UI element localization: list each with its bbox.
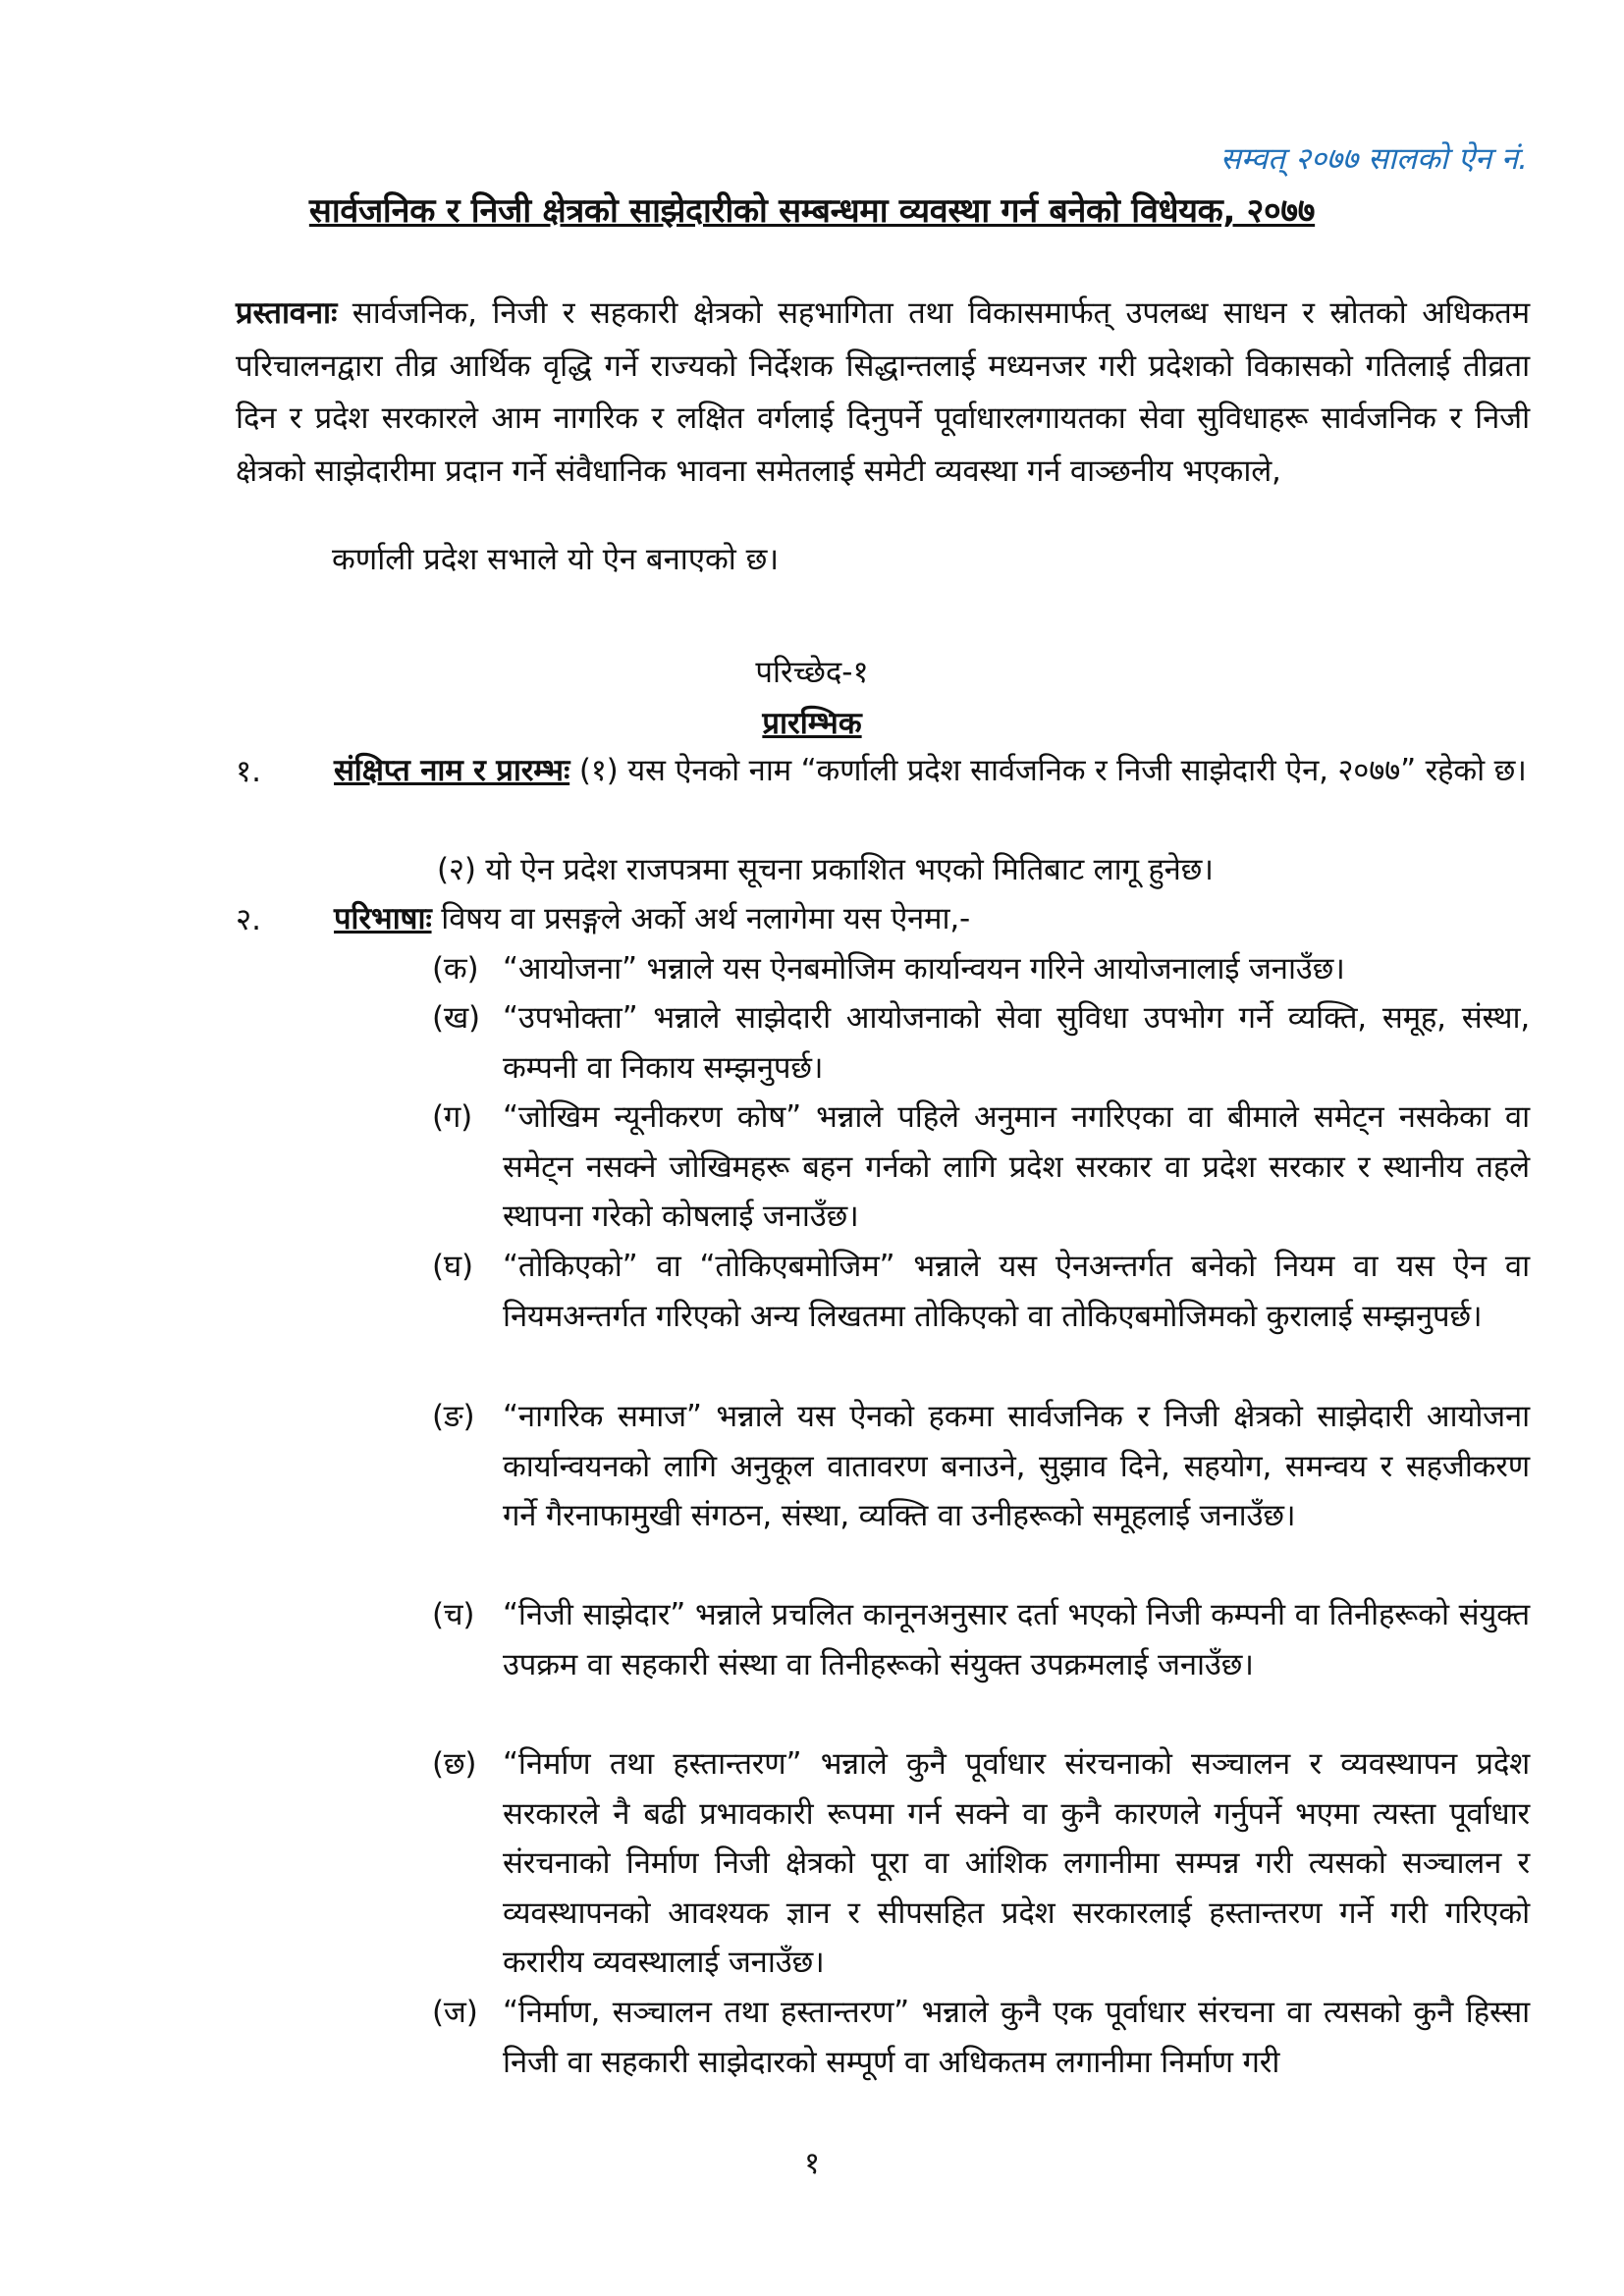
preamble-label: प्रस्तावनाः bbox=[236, 295, 338, 331]
definition-text: “तोकिएको” वा “तोकिएबमोजिम” भन्नाले यस ऐनअन्तर्गत बनेको नियम वा यस ऐन वा नियमअन्तर्गत गरिएको अन्य लिखतमा तोकिएको वा तोकिएबमोजिमको कुरालाई सम्झनुपर्छ। bbox=[503, 1249, 1530, 1334]
definition-label: (ख) bbox=[432, 1000, 480, 1036]
definition-text: “निर्माण, सञ्चालन तथा हस्तान्तरण” भन्नाले कुनै एक पूर्वाधार संरचना वा त्यसको कुनै हिस्सा निजी वा सहकारी साझेदारको सम्पूर्ण वा अधिकतम लगानीमा निर्माण गरी bbox=[503, 1995, 1530, 2080]
definition-item bbox=[432, 1590, 1530, 1689]
chapter-number: परिच्छेद-१ bbox=[755, 655, 869, 690]
act-number-header: सम्वत् २०७७ सालको ऐन नं. bbox=[1219, 141, 1528, 177]
definition-item bbox=[432, 1392, 1530, 1541]
definition-label: (ज) bbox=[432, 1995, 478, 2030]
section-2-number: २. bbox=[236, 902, 261, 937]
definition-item bbox=[432, 1242, 1530, 1341]
section-2-text: विषय वा प्रसङ्गले अर्को अर्थ नलागेमा यस ऐनमा,- bbox=[431, 901, 971, 936]
section-1-heading: संक्षिप्त नाम र प्रारम्भः bbox=[334, 753, 570, 788]
definition-label: (घ) bbox=[432, 1249, 473, 1284]
definition-item bbox=[432, 993, 1530, 1093]
preamble-paragraph bbox=[236, 288, 1530, 498]
section-1 bbox=[334, 746, 1530, 795]
definition-label: (च) bbox=[432, 1597, 475, 1632]
definition-item bbox=[432, 1093, 1530, 1242]
definition-item bbox=[432, 1988, 1530, 2087]
definition-item bbox=[432, 1739, 1530, 1988]
definition-label: (ग) bbox=[432, 1099, 473, 1135]
definition-text: “निजी साझेदार” भन्नाले प्रचलित कानूनअनुसार दर्ता भएको निजी कम्पनी वा तिनीहरूको संयुक्त उपक्रम वा सहकारी संस्था वा तिनीहरूको संयुक्त उपक्रमलाई जनाउँछ। bbox=[503, 1597, 1530, 1682]
enactment-clause: कर्णाली प्रदेश सभाले यो ऐन बनाएको छ। bbox=[332, 542, 780, 577]
definition-text: “उपभोक्ता” भन्नाले साझेदारी आयोजनाको सेवा सुविधा उपभोग गर्ने व्यक्ति, समूह, संस्था, कम्पनी वा निकाय सम्झनुपर्छ। bbox=[503, 1000, 1530, 1086]
page-number: १ bbox=[803, 2146, 821, 2181]
definition-text: “जोखिम न्यूनीकरण कोष” भन्नाले पहिले अनुमान नगरिएका वा बीमाले समेट्न नसकेका वा समेट्न नसक्ने जोखिमहरू बहन गर्नको लागि प्रदेश सरकार वा प्रदेश सरकार र स्थानीय तहले स्थापना गरेको कोषलाई जनाउँछ। bbox=[503, 1099, 1530, 1234]
definition-text: “निर्माण तथा हस्तान्तरण” भन्नाले कुनै पूर्वाधार संरचनाको सञ्चालन र व्यवस्थापन प्रदेश सरकारले नै बढी प्रभावकारी रूपमा गर्न सक्ने वा कुनै कारणले गर्नुपर्ने भएमा त्यस्ता पूर्वाधार संरचनाको निर्माण निजी क्षेत्रको पूरा वा आंशिक लगानीमा सम्पन्न गरी त्यसको सञ्चालन र व्यवस्थापनको आवश्यक ज्ञान र सीपसहित प्रदेश सरकारलाई हस्तान्तरण गर्ने गरी गरिएको करारीय व्यवस्थालाई जनाउँछ। bbox=[503, 1746, 1530, 1980]
section-2 bbox=[334, 894, 1530, 943]
section-1-number: १. bbox=[236, 754, 261, 789]
chapter-title: प्रारम्भिक bbox=[762, 706, 862, 741]
definition-label: (छ) bbox=[432, 1746, 477, 1782]
definition-text: “आयोजना” भन्नाले यस ऐनबमोजिम कार्यान्वयन गरिने आयोजनालाई जनाउँछ। bbox=[503, 951, 1345, 987]
definition-label: (ङ) bbox=[432, 1399, 475, 1434]
section-2-heading: परिभाषाः bbox=[334, 901, 432, 936]
definition-text: “नागरिक समाज” भन्नाले यस ऐनको हकमा सार्वजनिक र निजी क्षेत्रको साझेदारी आयोजना कार्यान्वयनको लागि अनुकूल वातावरण बनाउने, सुझाव दिने, सहयोग, समन्वय र सहजीकरण गर्ने गैरनाफामुखी संगठन, संस्था, व्यक्ति वा उनीहरूको समूहलाई जनाउँछ। bbox=[503, 1399, 1530, 1533]
preamble-text: सार्वजनिक, निजी र सहकारी क्षेत्रको सहभागिता तथा विकासमार्फत् उपलब्ध साधन र स्रोतको अधिकतम परिचालनद्वारा तीव्र आर्थिक वृद्धि गर्ने राज्यको निर्देशक सिद्धान्तलाई मध्यनजर गरी प्रदेशको विकासको गतिलाई तीव्रता दिन र प्रदेश सरकारले आम नागरिक र लक्षित वर्गलाई दिनुपर्ने पूर्वाधारलगायतका सेवा सुविधाहरू सार्वजनिक र निजी क्षेत्रको साझेदारीमा प्रदान गर्ने संवैधानिक भावना समेतलाई समेटी व्यवस्था गर्न वाञ्छनीय भएकाले, bbox=[236, 295, 1530, 489]
definition-label: (क) bbox=[432, 951, 479, 987]
section-1-subsection-2: (२) यो ऐन प्रदेश राजपत्रमा सूचना प्रकाशित भएको मितिबाट लागू हुनेछ। bbox=[437, 852, 1214, 887]
section-1-text: (१) यस ऐनको नाम “कर्णाली प्रदेश सार्वजनिक र निजी साझेदारी ऐन, २०७७” रहेको छ। bbox=[569, 753, 1527, 788]
document-title: सार्वजनिक र निजी क्षेत्रको साझेदारीको सम्बन्धमा व्यवस्था गर्न बनेको विधेयक, २०७७ bbox=[308, 191, 1316, 231]
definition-item bbox=[432, 944, 1530, 994]
